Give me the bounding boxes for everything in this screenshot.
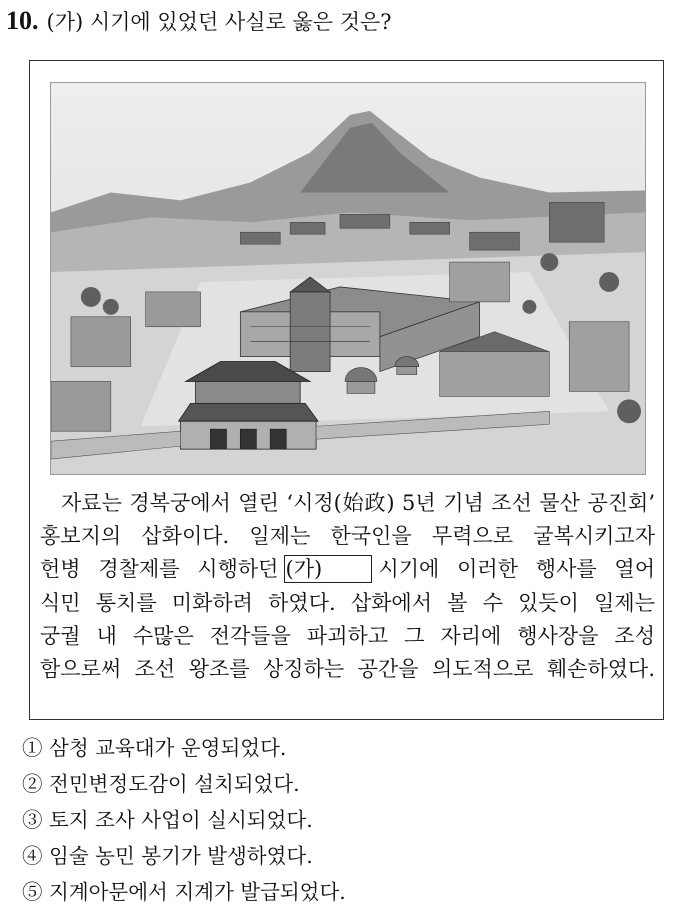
question-header: [6, 4, 392, 40]
passage-line-3a: 헌병 경찰제를 시행하던: [40, 557, 279, 582]
answer-choices: [22, 730, 346, 910]
passage-line-6: 함으로써 조선 왕조를 상징하는 공간을 의도적으로 훼손하였다.: [40, 657, 655, 682]
choice-2[interactable]: ② 전민변정도감이 설치되었다.: [22, 772, 300, 796]
exhibition-illustration: [50, 82, 646, 475]
choice-5[interactable]: ⑤ 지계아문에서 지계가 발급되었다.: [22, 880, 346, 904]
source-box: [29, 60, 664, 720]
question-text: (가) 시기에 있었던 사실로 옳은 것은?: [46, 10, 392, 34]
blank-box: (가): [284, 555, 372, 583]
choice-1[interactable]: ① 삼청 교육대가 운영되었다.: [22, 736, 287, 760]
passage: [40, 487, 655, 686]
choice-3[interactable]: ③ 토지 조사 사업이 실시되었다.: [22, 808, 313, 832]
passage-line-1: 자료는 경복궁에서 열린 ‘시정(始政) 5년 기념 조선 물산 공진회’: [61, 491, 655, 515]
passage-line-4: 식민 통치를 미화하려 하였다. 삽화에서 볼 수 있듯이 일제는: [40, 590, 655, 615]
question-number: 10.: [6, 6, 39, 35]
choice-4[interactable]: ④ 임술 농민 봉기가 발생하였다.: [22, 844, 313, 868]
passage-line-3: [40, 553, 655, 586]
passage-line-5: 궁궐 내 수많은 전각들을 파괴하고 그 자리에 행사장을 조성: [40, 623, 655, 648]
passage-line-3b: 시기에 이러한 행사를 열어: [378, 557, 656, 582]
passage-line-2: 홍보지의 삽화이다. 일제는 한국인을 무력으로 굴복시키고자: [40, 524, 655, 549]
